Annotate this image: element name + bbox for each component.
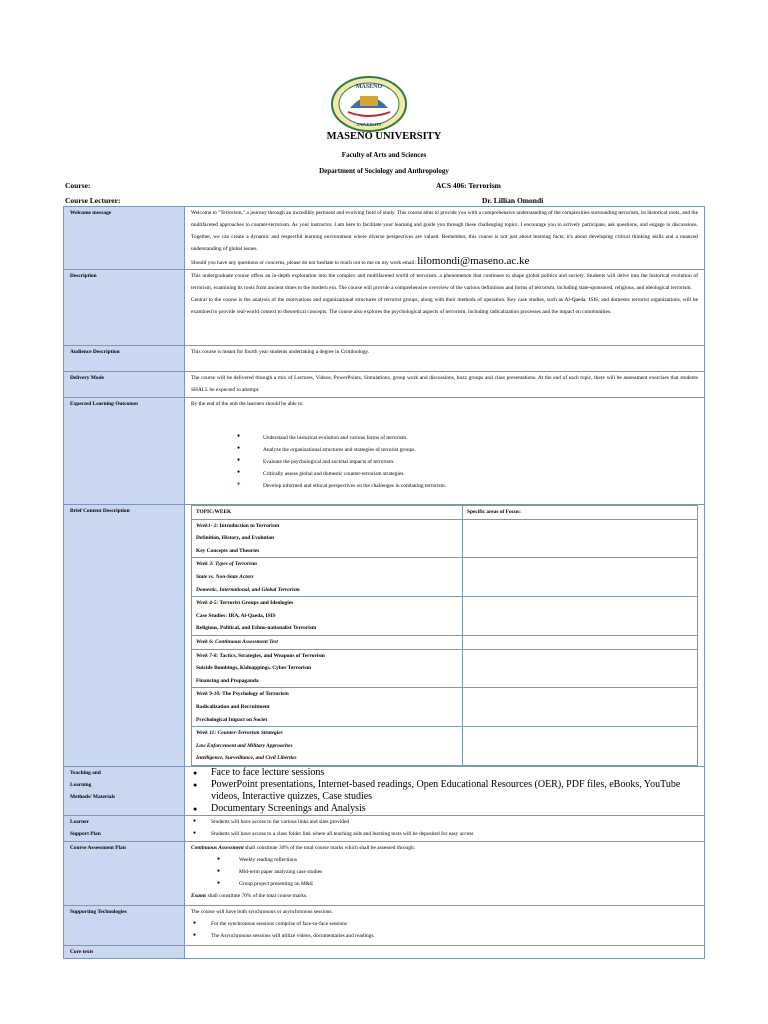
- email-link[interactable]: lilomondi@maseno.ac.ke: [417, 255, 530, 267]
- audience-text: This course is meant for fourth year students undertaking a degree in Criminology.: [185, 346, 705, 372]
- description-cell: [185, 270, 705, 346]
- outcomes-row: [64, 398, 705, 505]
- description-para-2: Central to the course is the analysis of the motivations and organizational structures of terrorist groups, along with their methods of operation. Key case studies, such as Al-Qaeda, ISIS, and domestic terrorist organizations, will be examined to provide real-world context to theoretical concepts. The course also explores the psychological aspects of terrorism, including radicalization processes and the impact on communities.: [191, 297, 698, 315]
- core-texts-label: Core texts: [64, 945, 185, 958]
- teaching-list: [185, 766, 705, 815]
- outcomes-intro: By the end of the unit the learners should be able to:: [191, 401, 304, 407]
- logo-top-text: MASENO: [355, 84, 383, 90]
- outcomes-list: [191, 432, 698, 492]
- teaching-row: [64, 766, 705, 815]
- assessment-row: [64, 841, 705, 905]
- week-row: Week 3: Types of Terrorism State vs. Non-State Actors Domestic, International, and Global Terrorism: [192, 558, 698, 597]
- technologies-row: [64, 905, 705, 945]
- university-name: MASENO UNIVERSITY: [326, 131, 442, 142]
- outcome-item: ● Develop informed and ethical perspectives on the challenges in combating terrorism.: [263, 480, 698, 492]
- university-logo: [330, 76, 408, 132]
- outcome-item: ● Critically assess global and domestic counter-terrorism strategies.: [263, 468, 698, 480]
- technologies-cell: [185, 905, 705, 945]
- description-para-1: This undergraduate course offers an in-depth exploration into the complex and multifaceted world of terrorism, a phenomenon that continues to shape global politics and society. Students will delve into the historical evolution of terrorism, examining its roots from ancient times to the modern era. The course will provide a comprehensive overview of the various definitions and forms of terrorism, including state-sponsored, religious, and ideological terrorism.: [191, 273, 698, 291]
- technologies-item: ● The Asynchronous sessions will utilize videos, documentaries and readings.: [191, 930, 698, 942]
- week-row: Week 7-8: Tactics, Strategies, and Weapons of Terrorism Suicide Bombings, Kidnappings, Cyber Terrorism Financing and Propaganda: [192, 649, 698, 688]
- week-row: Week 11: Counter-Terrorism Strategies Law Enforcement and Military Approaches Intelligence, Surveillance, and Civil Liberties: [192, 727, 698, 766]
- assessment-item: ● Group project presenting on M&E: [191, 878, 698, 890]
- assessment-item: ● Mid-term paper analyzing case studies: [191, 866, 698, 878]
- learner-item: ● Students will have access to a class folder link where all teaching aids and learning texts will be deposited for easy access: [191, 828, 698, 840]
- content-row: [64, 505, 705, 767]
- outcome-item: ● Understand the historical evolution and various forms of terrorism.: [263, 432, 698, 444]
- lecturer-label: Course Lecturer:: [65, 196, 121, 205]
- assessment-cell: Continuous Assessment shall constitute 30% of the total course marks which shall be assessed through: ● Weekly reading reflections ● Mid-term paper analyzing case studies ● Group project presenting on M&E Exams shall constitute 70% of the total course marks.: [185, 841, 705, 905]
- learner-list: [185, 815, 705, 841]
- delivery-row: [64, 372, 705, 398]
- outcomes-cell: [185, 398, 705, 505]
- teaching-label: Teaching and Learning Methods/ Materials: [64, 766, 185, 815]
- week-row: Week 9-10: The Psychology of Terrorism Radicalization and Recruitment Psychological Impact on Societ: [192, 688, 698, 727]
- description-label: Description: [64, 270, 185, 346]
- welcome-text: Welcome to "Terrorism," a journey through an incredibly pertinent and evolving field of study. This course aims to provide you with a comprehensive understanding of the complexities surrounding terrorism, its historical roots, and the multifaceted approaches to counter-terrorism. As your instructor, I am here to facilitate your learning and guide you through these challenging topics. I encourage you to actively participate, ask questions, and engage in discussions. Together, we can create a dynamic and respectful learning environment where diverse perspectives are valued. Remember, this course is not just about learning facts; it's about developing critical thinking skills and a nuanced understanding of global issues.: [191, 210, 698, 252]
- teaching-item: ● PowerPoint presentations, Internet-based readings, Open Educational Resources (OER), PDF files, eBooks, YouTube videos, Interactive quizzes, Case studies: [191, 779, 698, 803]
- outcomes-label: Expected Learning Outcomes: [64, 398, 185, 505]
- learner-row: [64, 815, 705, 841]
- welcome-cell: [185, 207, 705, 270]
- week-row: Week 6: Continuous Assessment Test: [192, 635, 698, 649]
- core-texts-row: [64, 945, 705, 958]
- assessment-item: ● Weekly reading reflections: [191, 854, 698, 866]
- audience-row: [64, 346, 705, 372]
- lecturer-value: Dr. Lillian Omondi: [482, 196, 544, 205]
- course-value: ACS 406: Terrorism: [436, 181, 501, 190]
- course-label: Course:: [65, 181, 91, 190]
- welcome-row: [64, 207, 705, 270]
- focus-header: Specific areas of Focus:: [463, 506, 698, 520]
- audience-label: Audience Description: [64, 346, 185, 372]
- technologies-intro: The course will have both synchronous or asynchronous sessions.: [191, 908, 333, 915]
- learner-item: ● Students will have access to the various links and sites provided: [191, 816, 698, 828]
- topic-week-header: TOPIC/WEEK: [192, 506, 463, 520]
- delivery-text: The course will be delivered through a mix of Lectures, Videos, PowerPoints, Simulations, group work and discussions, buzz groups and class presentations. At the end of each topic, there will be assessment exercises that students SHALL be expected to attempt.: [191, 375, 698, 393]
- technologies-list: [191, 918, 698, 942]
- outcome-item: ● Analyze the organizational structures and strategies of terrorist groups.: [263, 444, 698, 456]
- delivery-label: Delivery Mode: [64, 372, 185, 398]
- technologies-item: ● For the synchronous sessions comprise of face-to-face sessions: [191, 918, 698, 930]
- welcome-label: Welcome message: [64, 207, 185, 270]
- course-outline-table: [63, 206, 705, 959]
- department-name: Department of Sociology and Anthropology: [319, 167, 449, 175]
- week-row: Week1- 2: Introduction to Terrorism Definition, History, and Evolution Key Concepts and Theories: [192, 519, 698, 558]
- assessment-list: [191, 854, 698, 890]
- teaching-item: ● Documentary Screenings and Analysis: [191, 803, 698, 815]
- logo-bottom-text: UNIVERSITY: [356, 122, 382, 127]
- contact-text: Should you have any questions or concerns, please do not hesitate to reach out to me on my work email:: [191, 260, 416, 266]
- teaching-item: ● Face to face lecture sessions: [191, 767, 698, 779]
- week-row: Week 4-5: Terrorist Groups and Ideologies Case Studies: IRA, Al-Qaeda, ISIS Religious, Political, and Ethno-nationalist Terrorism: [192, 597, 698, 636]
- description-row: [64, 270, 705, 346]
- content-label: Brief Content Description: [64, 505, 185, 767]
- technologies-label: Supporting Technologies: [64, 905, 185, 945]
- content-table: [191, 505, 698, 766]
- outcome-item: ● Evaluate the psychological and societal impacts of terrorism.: [263, 456, 698, 468]
- assessment-label: Course Assessment Plan: [64, 841, 185, 905]
- faculty-name: Faculty of Arts and Sciences: [341, 151, 427, 159]
- learner-label: Learner Support Plan: [64, 815, 185, 841]
